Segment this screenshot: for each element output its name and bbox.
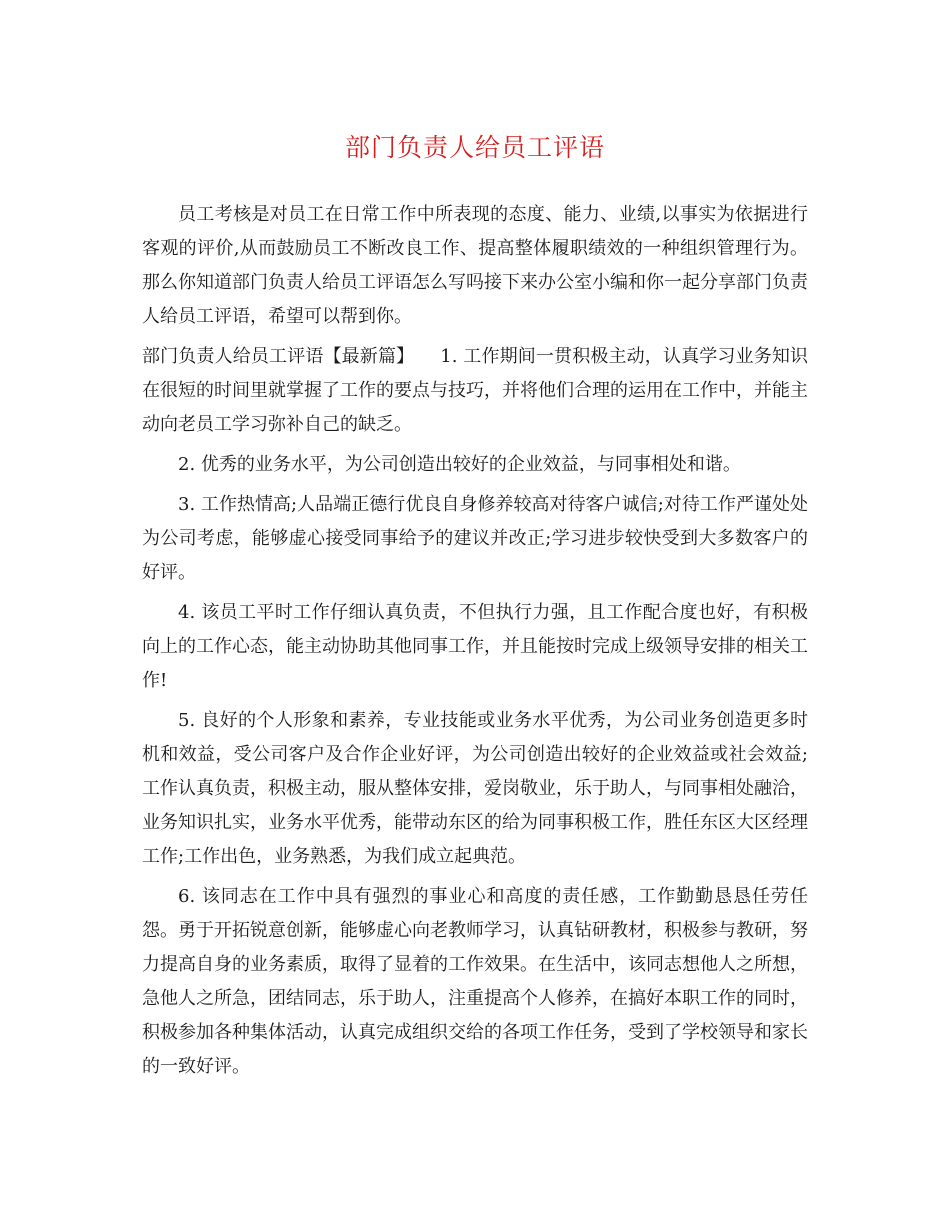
item-5: 5. 良好的个人形象和素养，专业技能或业务水平优秀，为公司业务创造更多时机和效益，受公司客户及合作企业好评，为公司创造出较好的企业效益或社会效益;工作认真负责，积极主动，服从整体安排，爱岗敬业，乐于助人，与同事相处融洽，业务知识扎实，业务水平优秀，能带动东区的给为同事积极工作，胜任东区大区经理工作;工作出色，业务熟悉，为我们成立起典范。: [142, 710, 808, 867]
item-4: 4. 该员工平时工作仔细认真负责，不但执行力强，且工作配合度也好，有积极向上的工作心态，能主动协助其他同事工作，并且能按时完成上级领导安排的相关工作!: [142, 602, 808, 691]
intro-paragraph: 员工考核是对员工在日常工作中所表现的态度、能力、业绩,以事实为依据进行客观的评价,从而鼓励员工不断改良工作、提高整体履职绩效的一种组织管理行为。那么你知道部门负责人给员工评语怎么写吗接下来办公室小编和你一起分享部门负责人给员工评语，希望可以帮到你。: [142, 204, 808, 327]
item-3: 3. 工作热情高;人品端正德行优良自身修养较高对待客户诚信;对待工作严谨处处为公司考虑，能够虚心接受同事给予的建议并改正;学习进步较快受到大多数客户的好评。: [142, 494, 808, 583]
document-title: 部门负责人给员工评语: [344, 133, 605, 162]
section-first-paragraph: [142, 340, 808, 442]
item-2: 2. 优秀的业务水平，为公司创造出较好的企业效益，与同事相处和谐。: [178, 454, 741, 475]
item-1: 1. 工作期间一贯积极主动，认真学习业务知识在很短的时间里就掌握了工作的要点与技巧，并将他们合理的运用在工作中，并能主动向老员工学习弥补自己的缺乏。: [142, 346, 808, 435]
document-body: [142, 198, 808, 1090]
item-6: 6. 该同志在工作中具有强烈的事业心和高度的责任感，工作勤勤恳恳任劳任怨。勇于开拓锐意创新，能够虚心向老教师学习，认真钻研教材，积极参与教研，努力提高自身的业务素质，取得了显着的工作效果。在生活中，该同志想他人之所想，急他人之所急，团结同志，乐于助人，注重提高个人修养，在搞好本职工作的同时，积极参加各种集体活动，认真完成组织交给的各项工作任务，受到了学校领导和家长的一致好评。: [142, 886, 808, 1077]
section-label: 部门负责人给员工评语【最新篇】: [142, 346, 415, 367]
